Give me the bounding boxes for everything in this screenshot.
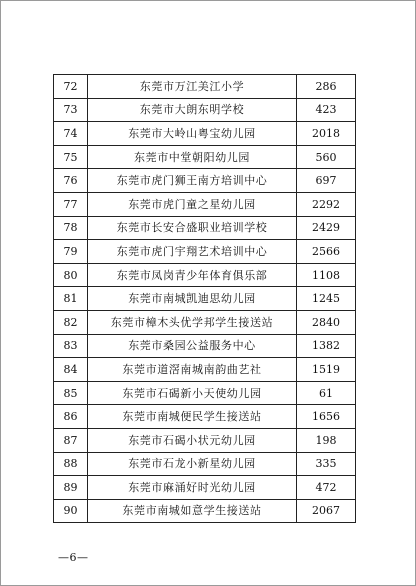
table-row — [54, 263, 356, 287]
row-number: 72 — [54, 75, 88, 99]
organization-name: 东莞市大朗东明学校 — [88, 98, 297, 122]
row-number: 81 — [54, 287, 88, 311]
table-row — [54, 310, 356, 334]
row-number: 80 — [54, 263, 88, 287]
row-number: 84 — [54, 358, 88, 382]
organization-name: 东莞市虎门童之星幼儿园 — [88, 192, 297, 216]
row-count-value: 2566 — [297, 240, 356, 264]
row-number: 79 — [54, 240, 88, 264]
row-number: 73 — [54, 98, 88, 122]
page-number: —6— — [58, 551, 89, 564]
organization-name: 东莞市南城凯迪思幼儿园 — [88, 287, 297, 311]
table-row — [54, 145, 356, 169]
row-number: 82 — [54, 310, 88, 334]
organization-name: 东莞市万江美江小学 — [88, 75, 297, 99]
row-number: 83 — [54, 334, 88, 358]
row-number: 75 — [54, 145, 88, 169]
table-row — [54, 216, 356, 240]
row-number: 76 — [54, 169, 88, 193]
row-number: 90 — [54, 499, 88, 523]
organization-name: 东莞市石龙小新星幼儿园 — [88, 452, 297, 476]
organization-name: 东莞市桑园公益服务中心 — [88, 334, 297, 358]
table-row — [54, 381, 356, 405]
table-row — [54, 169, 356, 193]
row-count-value: 1382 — [297, 334, 356, 358]
organization-name: 东莞市道滘南城南韵曲艺社 — [88, 358, 297, 382]
organization-name: 东莞市南城便民学生接送站 — [88, 405, 297, 429]
table-row — [54, 452, 356, 476]
row-count-value: 286 — [297, 75, 356, 99]
table-row — [54, 240, 356, 264]
row-number: 77 — [54, 192, 88, 216]
row-count-value: 335 — [297, 452, 356, 476]
row-count-value: 2018 — [297, 122, 356, 146]
row-number: 78 — [54, 216, 88, 240]
row-number: 74 — [54, 122, 88, 146]
row-count-value: 2292 — [297, 192, 356, 216]
organization-name: 东莞市大岭山粤宝幼儿园 — [88, 122, 297, 146]
table-body — [54, 75, 356, 523]
row-count-value: 1656 — [297, 405, 356, 429]
row-count-value: 423 — [297, 98, 356, 122]
table-row — [54, 98, 356, 122]
table-row — [54, 122, 356, 146]
table-row — [54, 358, 356, 382]
table-row — [54, 499, 356, 523]
organization-table — [53, 74, 356, 523]
row-count-value: 61 — [297, 381, 356, 405]
row-number: 87 — [54, 428, 88, 452]
organization-name: 东莞市虎门宇翔艺术培训中心 — [88, 240, 297, 264]
table-row — [54, 405, 356, 429]
table-row — [54, 476, 356, 500]
table-row — [54, 428, 356, 452]
row-number: 85 — [54, 381, 88, 405]
organization-name: 东莞市樟木头优学邦学生接送站 — [88, 310, 297, 334]
organization-name: 东莞市石碣小状元幼儿园 — [88, 428, 297, 452]
table-row — [54, 75, 356, 99]
row-count-value: 472 — [297, 476, 356, 500]
organization-name: 东莞市长安合盛职业培训学校 — [88, 216, 297, 240]
organization-name: 东莞市虎门狮王南方培训中心 — [88, 169, 297, 193]
organization-name: 东莞市南城如意学生接送站 — [88, 499, 297, 523]
organization-name: 东莞市石碣新小天使幼儿园 — [88, 381, 297, 405]
table-row — [54, 192, 356, 216]
row-count-value: 2429 — [297, 216, 356, 240]
row-count-value: 697 — [297, 169, 356, 193]
row-count-value: 1108 — [297, 263, 356, 287]
organization-name: 东莞市麻涌好时光幼儿园 — [88, 476, 297, 500]
organization-name: 东莞市中堂朝阳幼儿园 — [88, 145, 297, 169]
row-count-value: 2840 — [297, 310, 356, 334]
row-count-value: 198 — [297, 428, 356, 452]
table-row — [54, 334, 356, 358]
row-number: 88 — [54, 452, 88, 476]
row-number: 89 — [54, 476, 88, 500]
organization-name: 东莞市凤岗青少年体育俱乐部 — [88, 263, 297, 287]
row-count-value: 2067 — [297, 499, 356, 523]
row-count-value: 560 — [297, 145, 356, 169]
row-count-value: 1245 — [297, 287, 356, 311]
row-count-value: 1519 — [297, 358, 356, 382]
table-row — [54, 287, 356, 311]
row-number: 86 — [54, 405, 88, 429]
